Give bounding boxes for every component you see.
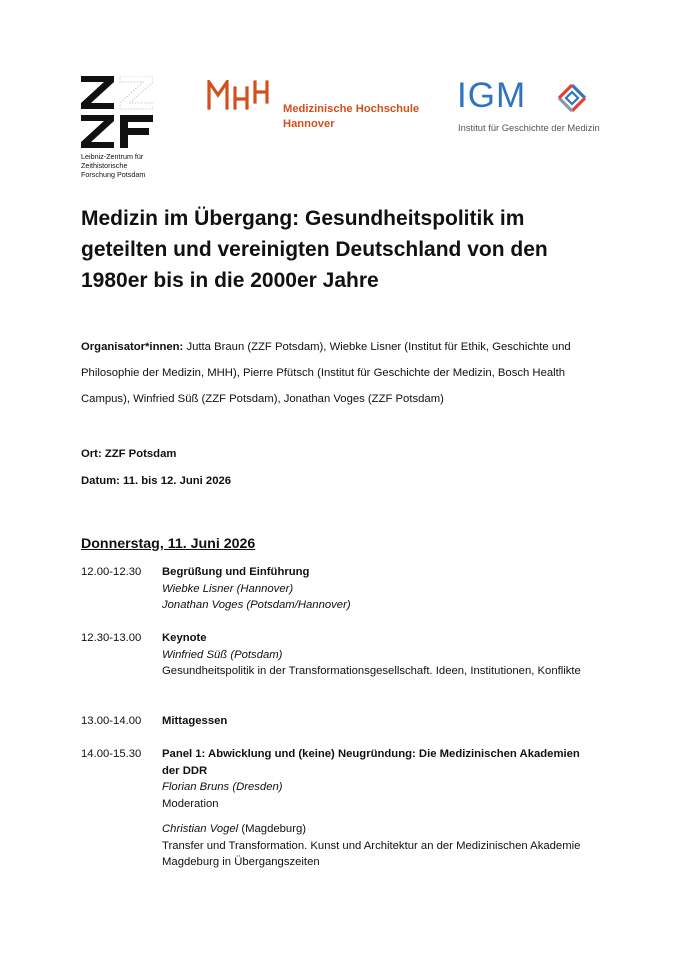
- schedule-title: Panel 1: Abwicklung und (keine) Neugründung: Die Medizinischen Akademien der DDR: [162, 748, 580, 777]
- igm-diamond-icon: [557, 83, 587, 113]
- igm-logo-subtitle: Institut für Geschichte der Medizin: [458, 122, 600, 133]
- schedule-talk: Gesundheitspolitik in der Transformationsgesellschaft. Ideen, Institutionen, Konflikte: [162, 665, 581, 678]
- zzf-logo-mark: [81, 76, 153, 148]
- date: Datum: 11. bis 12. Juni 2026: [81, 475, 232, 487]
- schedule-speaker: Jonathan Voges (Potsdam/Hannover): [162, 599, 351, 612]
- zzf-logo-caption: Leibniz-Zentrum für Zeithistorische Forschung Potsdam: [81, 152, 146, 180]
- schedule-talk: Transfer und Transformation. Kunst und Architektur an der Medizinischen Akademie Magdeburg in Übergangszeiten: [162, 839, 581, 869]
- organizers-text: Jutta Braun (ZZF Potsdam), Wiebke Lisner (Institut für Ethik, Geschichte und Philosophie der Medizin, MHH), Pierre Pfütsch (Institut für Geschichte der Medizin, Bosch Health Campus), Winfried Süß (ZZF Potsdam), Jonathan Voges (ZZF Potsdam): [81, 341, 571, 405]
- schedule-time: 12.30-13.00: [81, 632, 142, 644]
- schedule-body: [162, 713, 594, 730]
- organizers-label: Organisator*innen:: [81, 341, 184, 353]
- organizers: [81, 334, 601, 412]
- zzf-logo: [81, 76, 181, 180]
- schedule-speaker: Christian Vogel: [162, 822, 239, 835]
- schedule-moderator: Florian Bruns (Dresden): [162, 781, 283, 794]
- mhh-logo-mark: [207, 80, 277, 110]
- schedule-moderation-label: Moderation: [162, 798, 219, 811]
- schedule-body: [162, 630, 594, 680]
- schedule-title: Keynote: [162, 632, 207, 644]
- igm-logo-word: IGM: [457, 76, 527, 115]
- schedule-body: [162, 564, 594, 614]
- schedule-time: 12.00-12.30: [81, 566, 142, 578]
- schedule-body: [162, 746, 594, 871]
- schedule-time: 13.00-14.00: [81, 715, 142, 727]
- schedule-speaker: Wiebke Lisner (Hannover): [162, 582, 294, 595]
- schedule-time: 14.00-15.30: [81, 748, 142, 760]
- mhh-logo: [207, 80, 422, 132]
- schedule-title: Mittagessen: [162, 715, 228, 727]
- mhh-logo-text: Medizinische Hochschule Hannover: [283, 103, 420, 130]
- schedule-speaker-line: [162, 821, 594, 838]
- igm-logo: [457, 76, 627, 136]
- schedule-speaker: Winfried Süß (Potsdam): [162, 648, 283, 661]
- document-title: Medizin im Übergang: Gesundheitspolitik im geteilten und vereinigten Deutschland von den 1980er bis in die 2000er Jahre: [81, 207, 548, 292]
- schedule-title: Begrüßung und Einführung: [162, 566, 310, 578]
- day-heading: Donnerstag, 11. Juni 2026: [81, 536, 256, 552]
- schedule-speaker-place: (Magdeburg): [238, 822, 307, 835]
- location: Ort: ZZF Potsdam: [81, 448, 177, 460]
